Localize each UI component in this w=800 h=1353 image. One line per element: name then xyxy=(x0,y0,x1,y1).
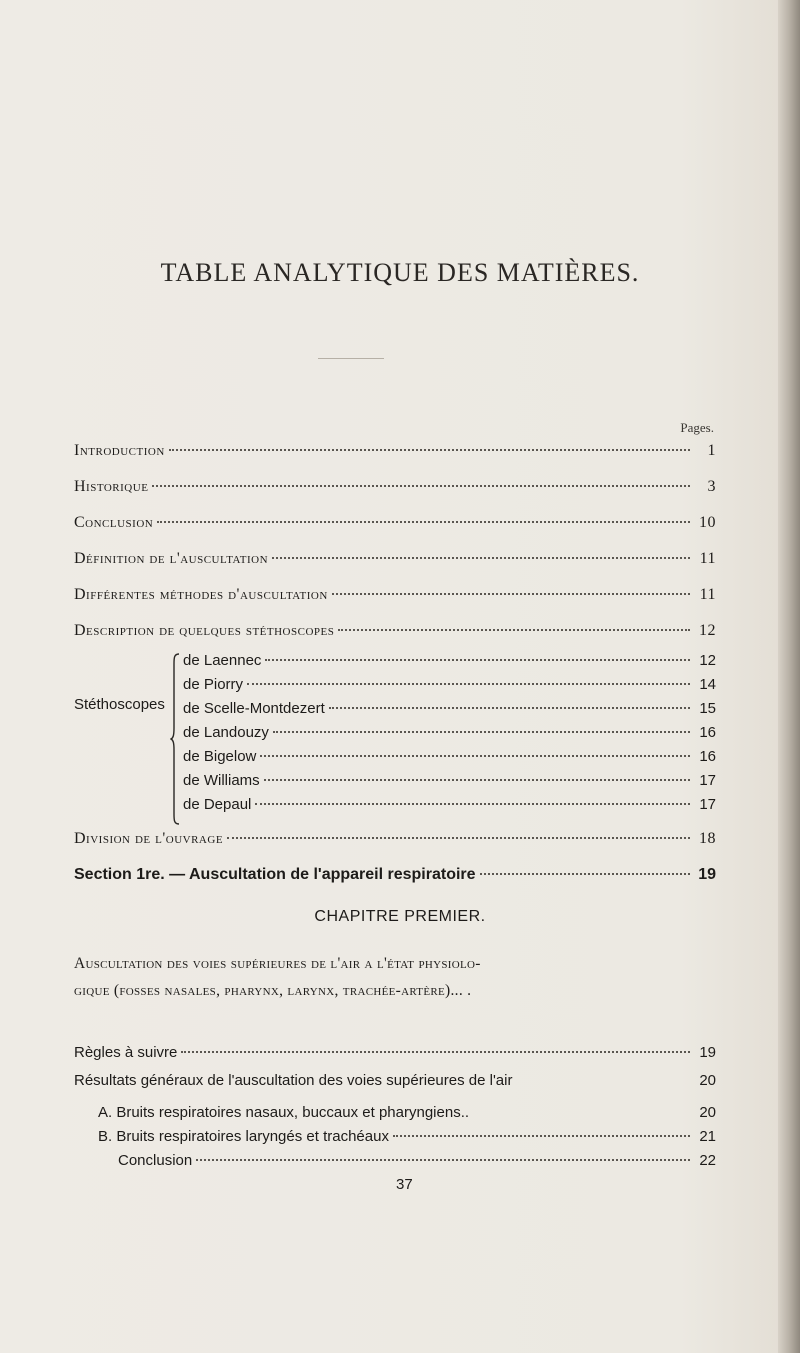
stethoscope-entry-piorry xyxy=(183,676,716,693)
chapter-entry-page: 20 xyxy=(699,1072,716,1089)
chapter-sub-page: 21 xyxy=(699,1128,716,1145)
leader-dots xyxy=(480,873,690,875)
chapter-sub-entry-a xyxy=(98,1104,716,1121)
page-folio: 37 xyxy=(396,1176,413,1193)
chapter-sub-page: 22 xyxy=(699,1152,716,1169)
toc-entry-page: 11 xyxy=(699,550,716,567)
chapter-sub-page: 20 xyxy=(699,1104,716,1121)
toc-entry-conclusion xyxy=(74,514,716,532)
section-label: Section 1re. — Auscultation de l'appareil respiratoire xyxy=(74,866,476,883)
chapter-paragraph-line1: Auscultation des voies supérieures de l'air a l'état physiolo- xyxy=(74,955,481,972)
chapter-paragraph xyxy=(74,950,716,1004)
toc-entry-page: 1 xyxy=(707,442,716,459)
stethoscope-page: 17 xyxy=(699,772,716,789)
toc-entry-page: 11 xyxy=(699,586,716,603)
chapter-sub-label: A. Bruits respiratoires nasaux, buccaux et pharyngiens.. xyxy=(98,1104,470,1121)
section-heading xyxy=(74,866,716,884)
stethoscope-entry-depaul xyxy=(183,796,716,813)
leader-dots xyxy=(255,803,690,805)
leader-dots xyxy=(265,659,690,661)
leader-dots xyxy=(273,731,690,733)
toc-entry-label: Définition de l'auscultation xyxy=(74,550,269,567)
leader-dots xyxy=(393,1135,690,1137)
chapter-entry-page: 19 xyxy=(699,1044,716,1061)
chapter-entry-resultats xyxy=(74,1072,716,1089)
stethoscope-page: 15 xyxy=(699,700,716,717)
page-spine-edge xyxy=(778,0,800,1353)
chapter-sub-label: Conclusion xyxy=(118,1152,193,1169)
leader-dots xyxy=(272,557,690,559)
leader-dots xyxy=(338,629,690,631)
chapter-heading: CHAPITRE PREMIER. xyxy=(314,908,486,925)
pages-column-header: Pages. xyxy=(680,420,714,435)
chapter-entry-regles xyxy=(74,1044,716,1061)
stethoscope-page: 17 xyxy=(699,796,716,813)
toc-entry-label: Division de l'ouvrage xyxy=(74,830,224,847)
page-title: TABLE ANALYTIQUE DES MATIÈRES. xyxy=(160,258,640,287)
toc-entry-definition xyxy=(74,550,716,568)
stethoscope-label: de Williams xyxy=(183,772,260,789)
stethoscope-page: 16 xyxy=(699,748,716,765)
toc-entry-label: Différentes méthodes d'auscultation xyxy=(74,586,328,603)
stethoscope-label: de Depaul xyxy=(183,796,252,813)
toc-entry-page: 10 xyxy=(699,514,716,531)
chapter-entry-label: Résultats généraux de l'auscultation des voies supérieures de l'air xyxy=(74,1072,513,1089)
chapter-entry-label: Règles à suivre xyxy=(74,1044,178,1061)
toc-entry-label: Introduction xyxy=(74,442,165,459)
leader-dots xyxy=(181,1051,690,1053)
stethoscope-entry-williams xyxy=(183,772,716,789)
stethoscope-label: de Scelle-Montdezert xyxy=(183,700,325,717)
stethoscope-entry-scelle xyxy=(183,700,716,717)
stethoscope-entry-landouzy xyxy=(183,724,716,741)
chapter-paragraph-line2: gique (fosses nasales, pharynx, larynx, trachée-artère)... . xyxy=(74,982,472,999)
stethoscope-page: 16 xyxy=(699,724,716,741)
leader-dots xyxy=(247,683,690,685)
stethoscope-page: 14 xyxy=(699,676,716,693)
stethoscope-label: de Laennec xyxy=(183,652,262,669)
leader-dots xyxy=(152,485,690,487)
stethoscope-entry-bigelow xyxy=(183,748,716,765)
stethoscope-label: de Bigelow xyxy=(183,748,257,765)
section-page: 19 xyxy=(698,866,716,883)
chapter-sub-entry-b xyxy=(98,1128,716,1145)
leader-dots xyxy=(196,1159,690,1161)
brace-icon xyxy=(170,652,180,826)
toc-entry-methodes xyxy=(74,586,716,604)
stethoscopes-group-label: Stéthoscopes xyxy=(74,696,165,713)
leader-dots xyxy=(260,755,690,757)
stethoscope-label: de Landouzy xyxy=(183,724,269,741)
toc-entry-label: Historique xyxy=(74,478,149,495)
stethoscope-entry-laennec xyxy=(183,652,716,669)
toc-entry-page: 12 xyxy=(699,622,716,639)
stethoscope-page: 12 xyxy=(699,652,716,669)
chapter-sub-label: B. Bruits respiratoires laryngés et trachéaux xyxy=(98,1128,389,1145)
leader-dots xyxy=(332,593,690,595)
toc-entry-page: 18 xyxy=(699,830,716,847)
leader-dots xyxy=(264,779,690,781)
toc-entry-label: Description de quelques stéthoscopes xyxy=(74,622,335,639)
leader-dots xyxy=(169,449,690,451)
chapter-sub-entry-conclusion xyxy=(118,1152,716,1169)
toc-entry-page: 3 xyxy=(707,478,716,495)
toc-entry-label: Conclusion xyxy=(74,514,154,531)
toc-entry-division xyxy=(74,830,716,848)
toc-entry-historique xyxy=(74,478,716,496)
title-rule xyxy=(318,358,384,359)
leader-dots xyxy=(329,707,690,709)
stethoscope-label: de Piorry xyxy=(183,676,244,693)
toc-entry-introduction xyxy=(74,442,716,460)
leader-dots xyxy=(157,521,690,523)
leader-dots xyxy=(227,837,690,839)
toc-entry-description xyxy=(74,622,716,640)
